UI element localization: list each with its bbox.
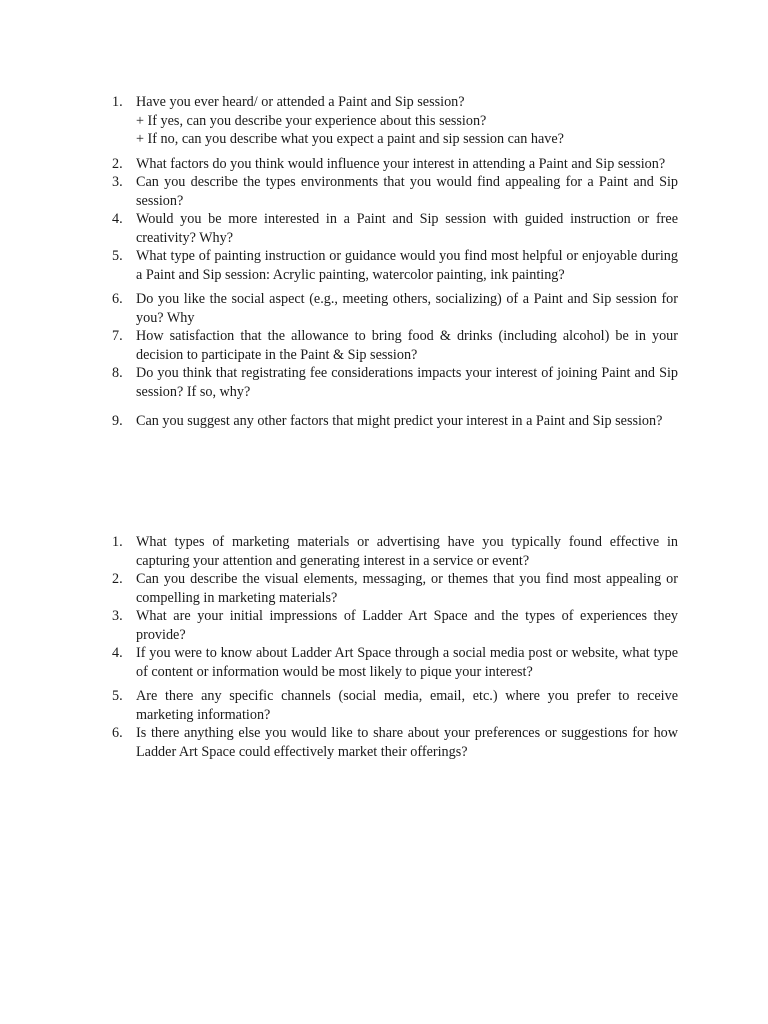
question-text: What type of painting instruction or guidance would you find most helpful or enjoyable during a Paint and Sip session: Acrylic painting, watercolor painting, ink painting?: [136, 248, 678, 283]
questionnaire-section-marketing: [112, 533, 678, 761]
question-number: 9.: [112, 413, 123, 429]
question-item: [112, 93, 678, 149]
question-item: [112, 247, 678, 284]
question-subtext: + If yes, can you describe your experience about this session?: [136, 112, 487, 129]
question-text: Can you describe the types environments that you would find appealing for a Paint and Sip session?: [136, 174, 678, 209]
question-number: 1.: [112, 94, 123, 110]
question-text: Would you be more interested in a Paint and Sip session with guided instruction or free creativity? Why?: [136, 211, 678, 246]
question-number: 3.: [112, 174, 123, 190]
question-number: 1.: [112, 534, 123, 550]
question-text: What types of marketing materials or advertising have you typically found effective in capturing your attention and generating interest in a service or event?: [136, 534, 678, 569]
question-number: 6.: [112, 725, 123, 741]
question-text: Is there anything else you would like to share about your preferences or suggestions for how Ladder Art Space could effectively market their offerings?: [136, 725, 678, 760]
question-text: Can you describe the visual elements, messaging, or themes that you find most appealing or compelling in marketing materials?: [136, 571, 678, 606]
question-text: How satisfaction that the allowance to bring food & drinks (including alcohol) be in your decision to participate in the Paint & Sip session?: [136, 328, 678, 363]
question-number: 5.: [112, 688, 123, 704]
question-text: What are your initial impressions of Ladder Art Space and the types of experiences they provide?: [136, 608, 678, 643]
question-number: 5.: [112, 248, 123, 264]
question-number: 8.: [112, 365, 123, 381]
question-text: What factors do you think would influence your interest in attending a Paint and Sip session?: [136, 155, 666, 172]
question-item: [112, 724, 678, 761]
question-number: 7.: [112, 328, 123, 344]
question-item: [112, 210, 678, 247]
question-item: [112, 687, 678, 724]
question-item: [112, 644, 678, 681]
question-number: 6.: [112, 291, 123, 307]
question-number: 4.: [112, 211, 123, 227]
question-text: Do you like the social aspect (e.g., meeting others, socializing) of a Paint and Sip session for you? Why: [136, 291, 678, 326]
question-text: Do you think that registrating fee considerations impacts your interest of joining Paint and Sip session? If so, why?: [136, 365, 678, 400]
question-item: [112, 412, 678, 431]
questionnaire-section-paint-and-sip: [112, 93, 678, 431]
question-number: 3.: [112, 608, 123, 624]
question-item: [112, 364, 678, 401]
question-text: If you were to know about Ladder Art Space through a social media post or website, what type of content or information would be most likely to pique your interest?: [136, 645, 678, 680]
question-item: [112, 173, 678, 210]
question-number: 2.: [112, 155, 123, 172]
question-subtext: + If no, can you describe what you expect a paint and sip session can have?: [136, 131, 564, 147]
question-text: Have you ever heard/ or attended a Paint and Sip session?: [136, 94, 465, 110]
question-item: [112, 533, 678, 570]
question-item: [112, 327, 678, 364]
question-number: 2.: [112, 571, 123, 587]
question-item: [112, 290, 678, 327]
question-item: [112, 607, 678, 644]
question-item: [112, 155, 678, 174]
question-text: Are there any specific channels (social media, email, etc.) where you prefer to receive marketing information?: [136, 688, 678, 723]
question-number: 4.: [112, 645, 123, 661]
question-item: [112, 570, 678, 607]
question-text: Can you suggest any other factors that might predict your interest in a Paint and Sip session?: [136, 413, 663, 429]
